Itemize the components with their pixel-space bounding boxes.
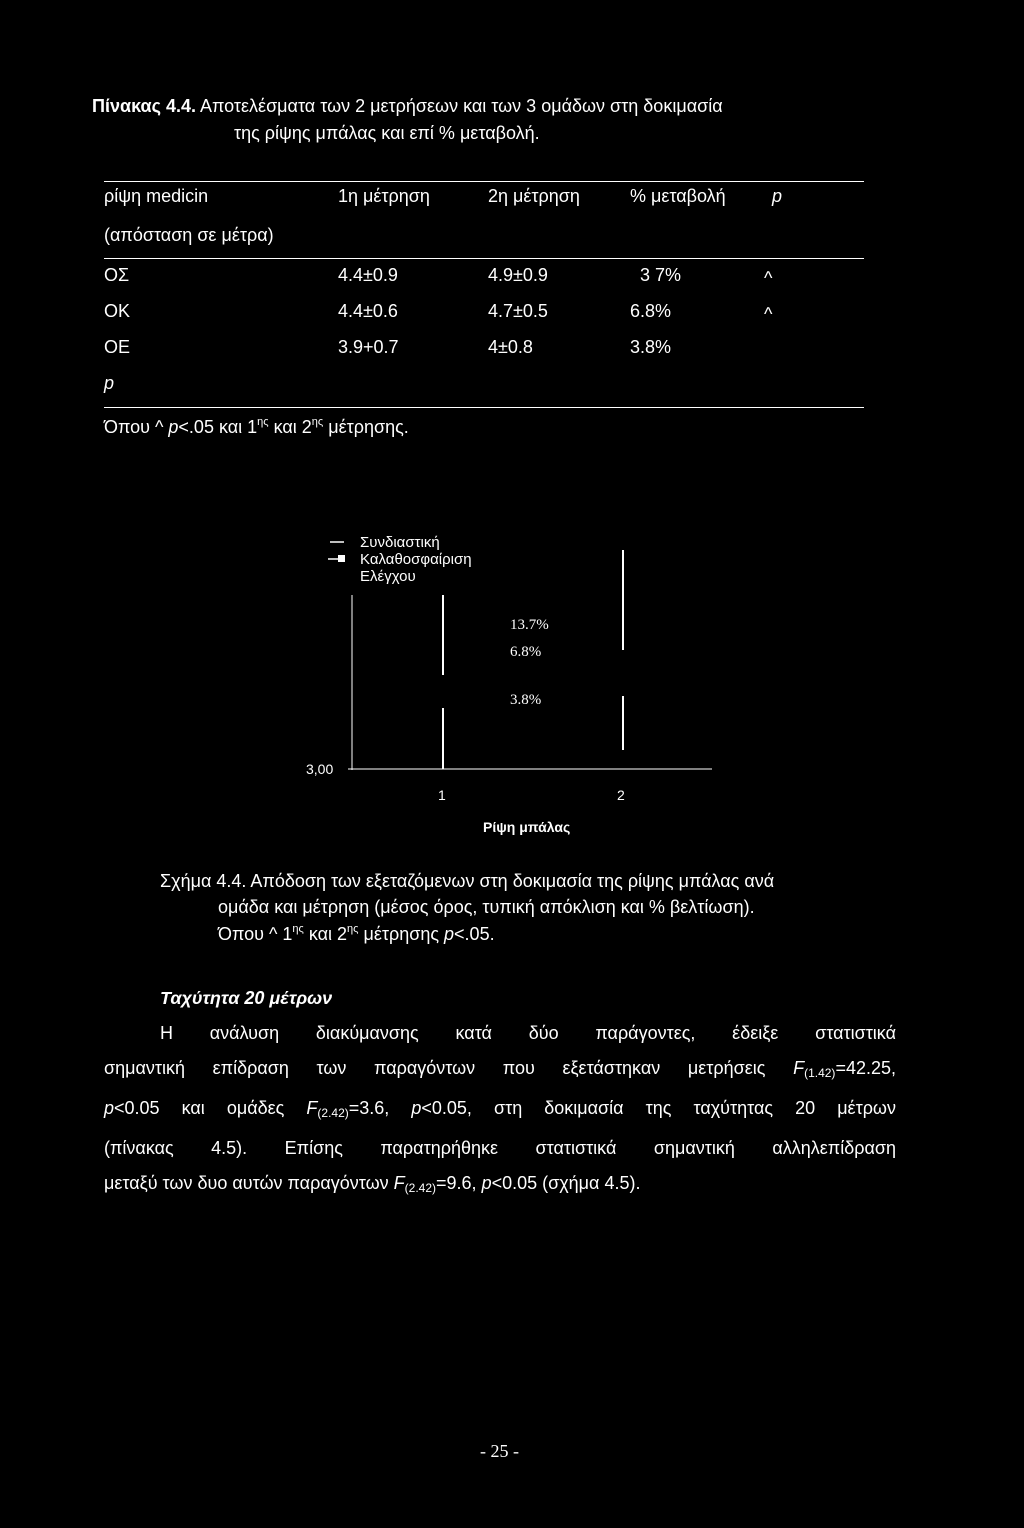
stat-df: (2.42)	[317, 1106, 349, 1120]
row-m2: 4.9±0.9	[488, 265, 548, 285]
annotation-1: 13.7%	[510, 617, 549, 633]
row-change: 3.8%	[630, 337, 672, 357]
paragraph-line	[104, 1091, 896, 1131]
row-m2: 4.7±0.5	[488, 301, 548, 321]
paragraph-text: Η ανάλυση διακύμανσης κατά δύο παράγοντες, έδειξε στατιστικά	[160, 1023, 896, 1043]
stat-df: (2.42)	[404, 1181, 437, 1195]
stat-symbol: F	[793, 1058, 805, 1078]
paragraph-text: μεταξύ των δυο αυτών παραγόντων	[104, 1173, 394, 1193]
figure-caption-label: Σχήμα 4.4.	[160, 871, 247, 891]
footnote-p: p	[168, 417, 179, 437]
row-m1: 4.4±0.9	[338, 265, 398, 285]
y-tick-label: 3,00	[306, 761, 334, 777]
paragraph-text: (πίνακας 4.5). Επίσης παρατηρήθηκε στατιστικά σημαντική αλληλεπίδραση	[104, 1138, 896, 1158]
caption-text: και 2	[303, 924, 348, 944]
legend-marker-2	[338, 555, 345, 562]
annotation-3: 3.8%	[510, 692, 542, 708]
header-m2: 2η μέτρηση	[488, 186, 580, 206]
figure-caption-line2: ομάδα και μέτρηση (μέσος όρος, τυπική απόκλιση και % βελτίωση).	[218, 897, 755, 917]
paragraph-text: =9.6,	[436, 1173, 482, 1193]
row-change: 3 7%	[640, 265, 682, 285]
x-axis-label: Ρίψη μπάλας	[483, 819, 571, 835]
paragraph-text: <0.05 και ομάδες	[114, 1098, 307, 1118]
footnote-text: και 2	[268, 417, 312, 437]
paragraph-line	[104, 1051, 896, 1091]
header-subheader: (απόσταση σε μέτρα)	[104, 225, 274, 245]
paragraph-text: <0.05, στη δοκιμασία της ταχύτητας 20 μέτρων	[421, 1098, 896, 1118]
row-m2: 4±0.8	[488, 337, 533, 357]
footnote-text: Όπου ^	[104, 417, 169, 437]
annotation-2: 6.8%	[510, 644, 542, 660]
footnote-sup: ης	[311, 416, 324, 428]
table-caption-label: Πίνακας 4.4.	[92, 96, 196, 116]
legend-label-1: Συνδιαστική	[360, 534, 440, 551]
caption-text: <.05.	[454, 924, 495, 944]
section-paragraph	[104, 1016, 896, 1206]
caption-text: μέτρησης	[358, 924, 445, 944]
table-caption-line2: της ρίψης μπάλας και επί % μεταβολή.	[234, 123, 540, 143]
footnote-sup: ης	[257, 416, 269, 428]
table-footnote	[104, 416, 409, 438]
header-m1: 1η μέτρηση	[338, 186, 430, 206]
x-tick-label-1: 1	[438, 787, 446, 803]
paragraph-text: =3.6,	[348, 1098, 412, 1118]
stat-symbol: F	[393, 1173, 405, 1193]
caption-text: Όπου ^ 1	[218, 924, 293, 944]
paragraph-line	[104, 1016, 896, 1051]
paragraph-line	[104, 1131, 896, 1166]
caption-sup: ης	[292, 923, 304, 935]
stat-df: (1.42)	[804, 1066, 836, 1080]
paragraph-text: σημαντική επίδραση των παραγόντων που εξετάστηκαν μετρήσεις	[104, 1058, 794, 1078]
page-number: - 25 -	[480, 1441, 519, 1461]
caption-sup: ης	[347, 923, 359, 935]
table-rule-mid	[104, 258, 864, 259]
figure-caption-text: Απόδοση των εξεταζόμενων στη δοκιμασία της ρίψης μπάλας ανά	[250, 871, 775, 891]
footnote-text: μέτρησης.	[323, 417, 409, 437]
stat-symbol: p	[411, 1098, 422, 1118]
legend-label-3: Ελέγχου	[360, 568, 416, 585]
figure-caption	[160, 871, 774, 892]
header-change: % μεταβολή	[630, 186, 726, 206]
chart	[300, 520, 730, 840]
row-group: ΟΕ	[104, 337, 131, 357]
table-rule-top	[104, 181, 864, 182]
table-caption-text: Αποτελέσματα των 2 μετρήσεων και των 3 ομάδων στη δοκιμασία	[199, 96, 723, 116]
paragraph-text: <0.05 (σχήμα 4.5).	[491, 1173, 641, 1193]
stat-symbol: p	[104, 1098, 115, 1118]
caption-p: p	[444, 924, 455, 944]
row-p: ^	[764, 268, 773, 288]
row-p-label: p	[104, 373, 115, 393]
footnote-text: <.05 και 1	[178, 417, 258, 437]
stat-symbol: p	[481, 1173, 492, 1193]
x-tick-label-2: 2	[617, 787, 625, 803]
row-p: ^	[764, 304, 773, 324]
paragraph-text: =42.25,	[835, 1058, 896, 1078]
row-m1: 4.4±0.6	[338, 301, 398, 321]
row-group: ΟΚ	[104, 301, 131, 321]
table-caption	[92, 96, 723, 117]
section-heading: Ταχύτητα 20 μέτρων	[160, 988, 333, 1008]
row-m1: 3.9+0.7	[338, 337, 399, 357]
figure-caption-line3	[218, 923, 495, 945]
row-change: 6.8%	[630, 301, 672, 321]
legend-label-2: Καλαθοσφαίριση	[360, 551, 472, 568]
table-rule-bottom	[104, 407, 864, 408]
header-group: ρίψη medicin	[104, 186, 209, 206]
stat-symbol: F	[306, 1098, 318, 1118]
paragraph-line	[104, 1166, 896, 1206]
header-p: p	[772, 186, 783, 206]
row-group: ΟΣ	[104, 265, 130, 285]
